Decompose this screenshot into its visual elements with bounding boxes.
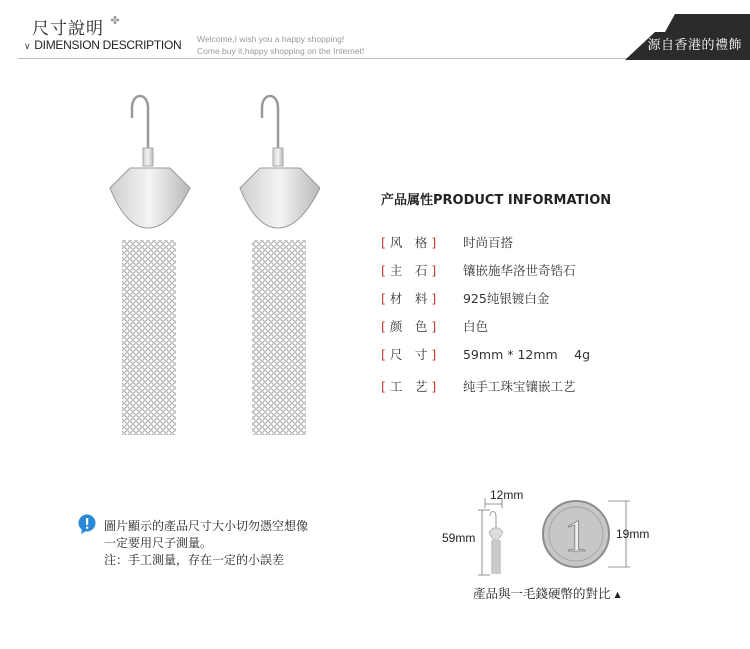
double-chevron-down-icon: ∨ xyxy=(24,41,31,51)
mini-earring xyxy=(489,512,503,575)
product-info-title: 产品属性PRODUCT INFORMATION xyxy=(381,193,612,208)
left-earring xyxy=(110,96,190,435)
height-label: 59mm xyxy=(442,531,476,545)
triangle-up-icon: ▲ xyxy=(614,590,621,599)
note-line-2: 一定要用尺子測量。 xyxy=(104,536,213,550)
attribute-row-craft: [ 工 艺 ] 纯手工珠宝镶嵌工艺 xyxy=(381,379,576,394)
size-comparison-figure xyxy=(430,480,730,590)
coin-digit: 1 xyxy=(564,510,588,561)
coin-image xyxy=(543,501,609,567)
attribute-row-style: [ 风 格 ] 时尚百搭 xyxy=(381,235,513,250)
note-line-1: 圖片顯示的產品尺寸大小切勿憑空想像 xyxy=(104,519,309,533)
info-bubble-icon xyxy=(77,514,97,534)
earrings-image xyxy=(100,88,320,473)
page-subtitle: ∨ DIMENSION DESCRIPTION xyxy=(24,38,182,52)
note-line-3: 注：手工測量，存在一定的小誤差 xyxy=(104,553,285,567)
page-title: 尺寸說明 ✤ xyxy=(32,14,121,39)
attribute-row-size: [ 尺 寸 ] 59mm * 12mm 4g xyxy=(381,347,591,362)
width-label: 12mm xyxy=(490,488,524,502)
welcome-line-2: Come buy it,happy shopping on the Internet! xyxy=(197,46,365,56)
right-earring xyxy=(240,96,320,435)
attribute-row-material: [ 材 料 ] 925纯银镀白金 xyxy=(381,291,550,306)
sparkle-icon: ✤ xyxy=(110,14,121,27)
attribute-row-stone: [ 主 石 ] 镶嵌施华洛世奇锆石 xyxy=(381,263,576,278)
attribute-row-color: [ 颜 色 ] 白色 xyxy=(381,319,488,334)
comparison-caption: 產品與一毛錢硬幣的對比 ▲ xyxy=(473,586,621,601)
brand-tag-text: 源自香港的禮飾 xyxy=(647,38,742,53)
welcome-line-1: Welcome,I wish you a happy shopping! xyxy=(197,34,345,44)
coin-size-label: 19mm xyxy=(616,527,650,541)
